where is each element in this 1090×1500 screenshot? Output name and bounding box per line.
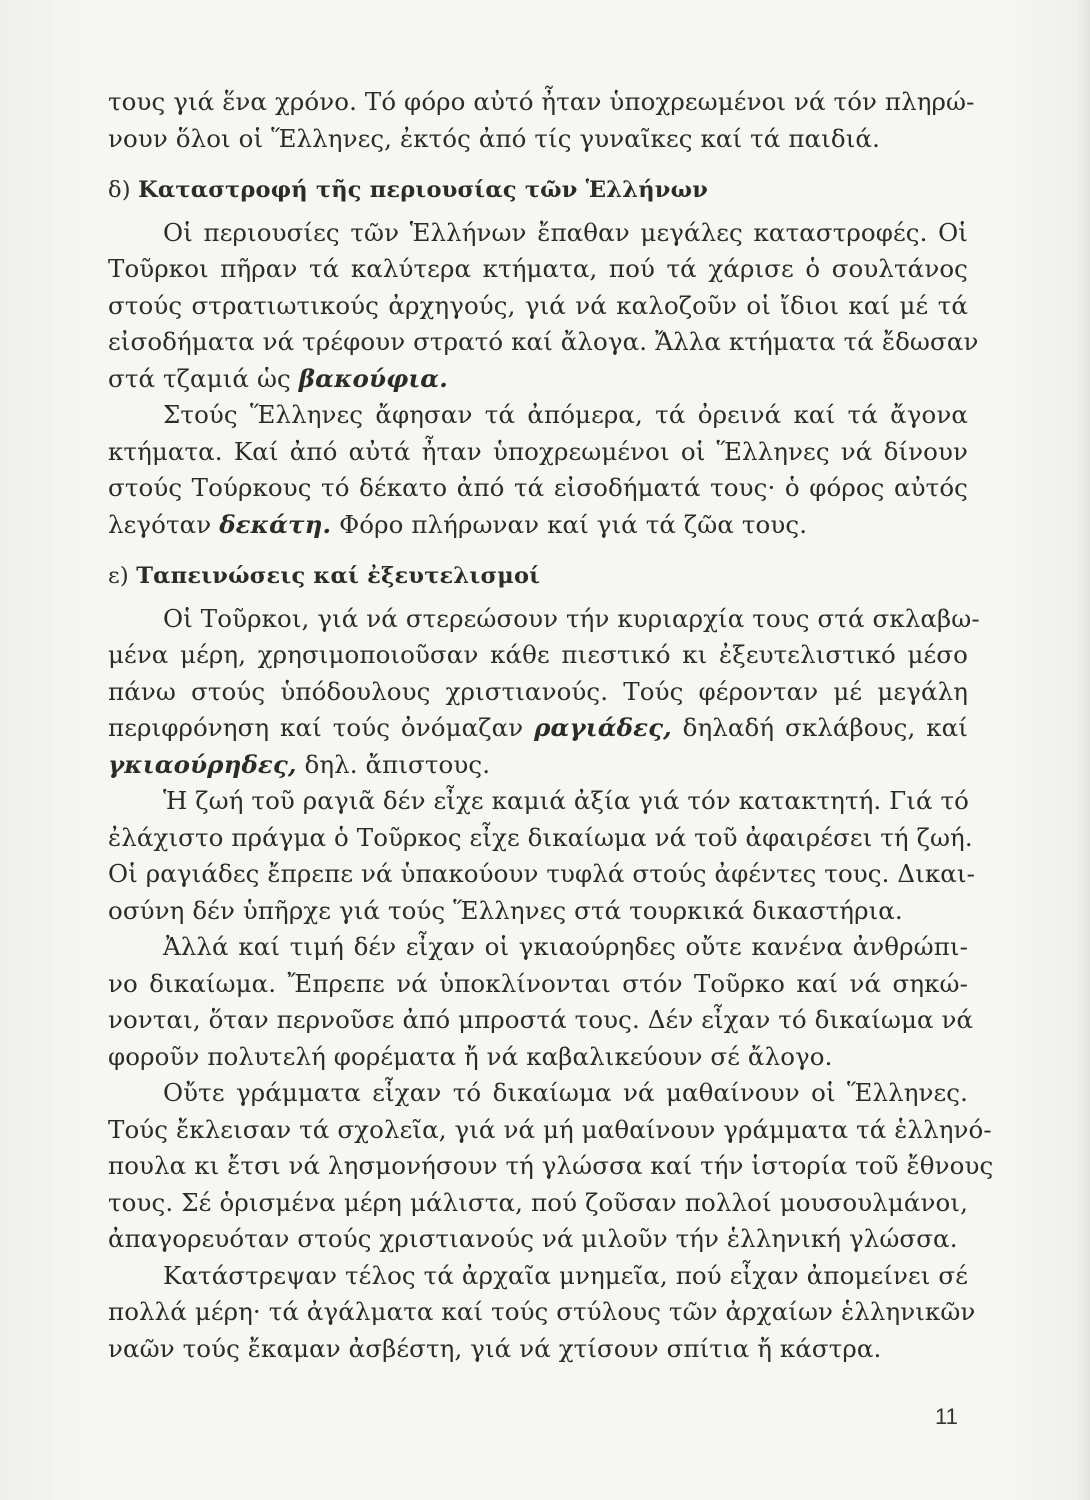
text-line: νο δικαίωμα. Ἔπρεπε νά ὑποκλίνονται στόν Τοῦρκο καί νά σηκώ-: [108, 968, 968, 998]
text-line: Ἀλλά καί τιμή δέν εἶχαν οἱ γκιαούρηδες οὔτε κανένα ἀνθρώπι-: [163, 932, 968, 961]
text-line: τους γιά ἕνα χρόνο. Τό φόρο αὐτό ἦταν ὑποχρεωμένοι νά τόν πληρώ-: [108, 87, 975, 116]
text-line: Τοῦρκοι πῆραν τά καλύτερα κτήματα, πού τά χάρισε ὁ σουλτάνος: [108, 254, 968, 283]
text-line: τους. Σέ ὁρισμένα μέρη μάλιστα, πού ζοῦσαν πολλοί μουσουλμάνοι,: [108, 1187, 968, 1217]
text-line: Τούς ἔκλεισαν τά σχολεῖα, γιά νά μή μαθαίνουν γράμματα τά ἑλληνό-: [108, 1114, 992, 1144]
page-number: 11: [935, 1404, 958, 1429]
section-label: δ): [108, 177, 131, 203]
text-span: δηλ. ἄπιστους.: [304, 749, 491, 779]
text-line: στούς Τούρκους τό δέκατο ἀπό τά εἰσοδήματά τους· ὁ φόρος αὐτός: [108, 473, 968, 502]
text-line: [108, 507, 968, 544]
text-line: πολλά μέρη· τά ἀγάλματα καί τούς στύλους τῶν ἀρχαίων ἑλληνικῶν: [108, 1297, 976, 1326]
text-line: Οἱ ραγιάδες ἔπρεπε νά ὑπακούουν τυφλά στούς ἀφέντες τους. Δικαι-: [108, 859, 976, 888]
text-line: νονται, ὅταν περνοῦσε ἀπό μπροστά τους. Δέν εἶχαν τό δικαίωμα νά: [108, 1005, 974, 1034]
term-dekati: δεκάτη.: [219, 509, 332, 539]
paragraph: [108, 929, 974, 1075]
section-heading-d: [108, 172, 968, 209]
section-heading-e: [108, 558, 968, 595]
text-line: [108, 710, 968, 747]
text-span: λεγόταν: [108, 509, 212, 539]
text-line: ἐλάχιστο πράγμα ὁ Τοῦρκος εἶχε δικαίωμα νά τοῦ ἀφαιρέσει τή ζωή.: [108, 822, 973, 852]
text-line: νουν ὅλοι οἱ Ἕλληνες, ἐκτός ἀπό τίς γυναῖκες καί τά παιδιά.: [108, 123, 880, 153]
paragraph: [108, 397, 968, 543]
term-gkiaourides: γκιαούρηδες,: [108, 749, 297, 779]
paragraph: [108, 783, 976, 929]
text-line: ναῶν τούς ἔκαμαν ἀσβέστη, γιά νά χτίσουν σπίτια ἤ κάστρα.: [108, 1333, 882, 1363]
text-line: Ἡ ζωή τοῦ ραγιᾶ δέν εἶχε καμιά ἀξία γιά τόν κατακτητή. Γιά τό: [163, 786, 969, 815]
paragraph: [108, 601, 980, 784]
page-body: [108, 84, 994, 1367]
paragraph: [108, 1258, 976, 1368]
text-span: Φόρο πλήρωναν καί γιά τά ζῶα τους.: [339, 509, 808, 539]
term-vakoufia: βακούφια.: [298, 363, 448, 393]
page-edge-shadow: [1076, 0, 1090, 1500]
text-line: Οἱ Τοῦρκοι, γιά νά στερεώσουν τήν κυριαρχία τους στά σκλαβω-: [163, 603, 980, 633]
text-line: πουλα κι ἔτσι νά λησμονήσουν τή γλώσσα καί τήν ἱστορία τοῦ ἔθνους: [108, 1151, 994, 1180]
text-line: Κατάστρεψαν τέλος τά ἀρχαῖα μνημεῖα, πού εἶχαν ἀπομείνει σέ: [163, 1260, 968, 1290]
text-line: κτήματα. Καί ἀπό αὐτά ἦταν ὑποχρεωμένοι οἱ Ἕλληνες νά δίνουν: [108, 436, 968, 466]
text-line: φοροῦν πολυτελή φορέματα ἤ νά καβαλικεύουν σέ ἄλογο.: [108, 1041, 833, 1071]
text-line: [108, 747, 968, 784]
text-line: μένα μέρη, χρησιμοποιοῦσαν κάθε πιεστικό κι ἐξευτελιστικό μέσο: [108, 640, 968, 669]
section-title: Ταπεινώσεις καί ἐξευτελισμοί: [136, 563, 541, 589]
text-line: στούς στρατιωτικούς ἀρχηγούς, γιά νά καλοζοῦν οἱ ἴδιοι καί μέ τά: [108, 290, 968, 320]
text-span: δηλαδή σκλάβους, καί: [682, 713, 969, 742]
section-label: ε): [108, 563, 129, 589]
paragraph: [108, 1075, 994, 1258]
text-line: ἀπαγορευόταν στούς χριστιανούς νά μιλοῦν τήν ἑλληνική γλώσσα.: [108, 1224, 958, 1253]
text-span: περιφρόνηση καί τούς ὀνόμαζαν: [108, 713, 524, 742]
text-line: πάνω στούς ὑπόδουλους χριστιανούς. Τούς φέρονταν μέ μεγάλη: [108, 676, 968, 706]
text-line: [108, 361, 968, 398]
paragraph: [108, 215, 979, 398]
text-line: Στούς Ἕλληνες ἄφησαν τά ἀπόμερα, τά ὀρεινά καί τά ἄγονα: [163, 400, 968, 429]
text-line: οσύνη δέν ὑπῆρχε γιά τούς Ἕλληνες στά τουρκικά δικαστήρια.: [108, 895, 903, 925]
text-line: Οὔτε γράμματα εἶχαν τό δικαίωμα νά μαθαίνουν οἱ Ἕλληνες.: [163, 1078, 968, 1107]
text-line: Οἱ περιουσίες τῶν Ἑλλήνων ἔπαθαν μεγάλες καταστροφές. Οἱ: [163, 217, 968, 247]
paragraph-intro: [108, 84, 975, 157]
section-title: Καταστροφή τῆς περιουσίας τῶν Ἑλλήνων: [138, 177, 709, 203]
term-ragiades: ραγιάδες,: [534, 713, 672, 742]
text-span: στά τζαμιά ὡς: [108, 363, 291, 393]
text-line: εἰσοδήματα νά τρέφουν στρατό καί ἄλογα. Ἄλλα κτήματα τά ἔδωσαν: [108, 327, 979, 356]
